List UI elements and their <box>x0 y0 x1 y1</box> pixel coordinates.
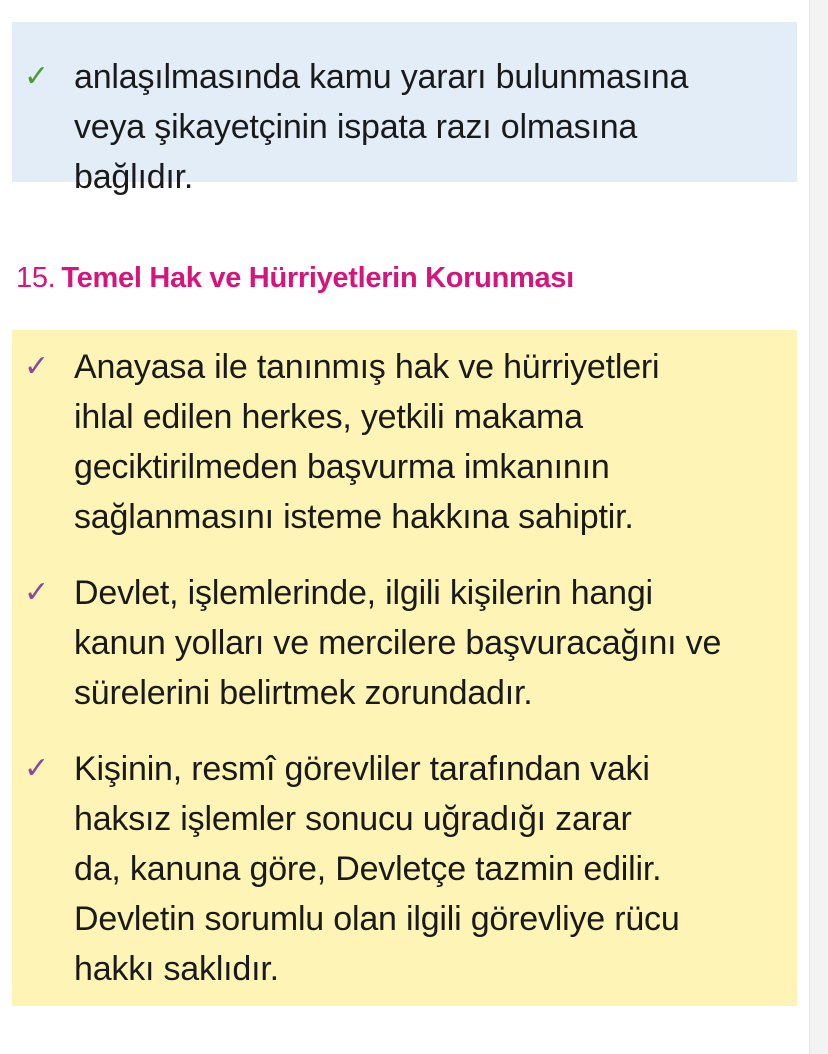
checkmark-icon: ✓ <box>24 751 50 786</box>
list-item-text: anlaşılmasında kamu yararı bulunmasına veya şikayetçinin ispata razı olmasına bağlıdır. <box>74 58 689 196</box>
checkmark-icon: ✓ <box>24 59 50 94</box>
info-box-yellow <box>12 330 797 1006</box>
section-number: 15. <box>16 262 56 294</box>
section-heading <box>16 262 574 295</box>
list-item-text: Kişinin, resmî görevliler tarafından vaki haksız işlemler sonucu uğradığı zarar da, kanuna göre, Devletçe tazmin edilir. Devletin sorumlu olan ilgili görevliye rücu hakkı saklıdır. <box>74 750 680 988</box>
list-item-text: Devlet, işlemlerinde, ilgili kişilerin hangi kanun yolları ve mercilere başvuracağını ve sürelerini belirtmek zorundadır. <box>74 574 722 712</box>
list-item-text: Anayasa ile tanınmış hak ve hürriyetleri ihlal edilen herkes, yetkili makama geciktirilmeden başvurma imkanının sağlanmasını isteme hakkına sahiptir. <box>74 348 660 536</box>
section-title: Temel Hak ve Hürriyetlerin Korunması <box>61 262 574 294</box>
info-box-blue <box>12 22 797 196</box>
checkmark-icon: ✓ <box>24 349 50 384</box>
checkmark-icon: ✓ <box>24 575 50 610</box>
page-edge-strip <box>809 0 828 1054</box>
